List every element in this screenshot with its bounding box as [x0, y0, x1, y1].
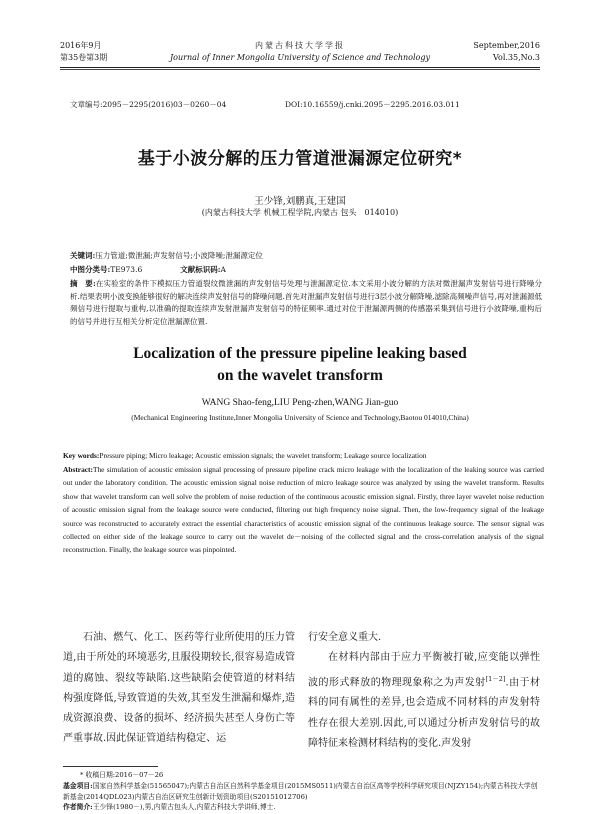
title-en [60, 343, 540, 387]
keywords-cn-text: 压力管道;微泄漏;声发射信号;小波降噪;泄漏源定位 [95, 251, 263, 260]
keywords-en [63, 449, 544, 462]
footnote-author-label: 作者简介: [63, 803, 93, 811]
abstract-en [63, 463, 544, 557]
authors-en: WANG Shao-feng,LIU Peng-zhen,WANG Jian-guo [201, 398, 399, 408]
header-rule-thick [60, 67, 540, 68]
header-journal-en: Journal of Inner Mongolia University of Science and Technology [169, 53, 431, 62]
abstract-en-text: The simulation of acoustic emission signal processing of pressure pipeline crack micro leakage with the localization of the leaking source was carried out under the laboratory condition. The acoustic emission signal noise reduction of micro leakage source was analyzed by using the wavelet transform. Results show that wavelet transform can well solve the problem of noise reduction of the continuous acoustic emission signal. Firstly, three layer wavelet noise reduction of acoustic emission signal from the leakage source were conducted, filtering out high frequency noise signal. Then, the low-frequency signal of the leakage source was reconstructed to accurately extract the essential characteristics of acoustic emission signal of the continuous leakage source. The sensor signal was collected on either side of the leakage source to carry out the wavelet de－noising of the collected signal and the cross-correlation analysis of the signal reconstruction. Finally, the leakage source was pinpointed. [63, 465, 544, 555]
title-cn: 基于小波分解的压力管道泄漏源定位研究* [137, 149, 463, 169]
affiliation-en: (Mechanical Engineering Institute,Inner Mongolia University of Science and Technology,Baotou 014010,China) [131, 413, 469, 422]
footnote-received: * 收稿日期:2016－07－26 [80, 771, 164, 779]
body-right-text-a: 在材料内部由于应力平衡被打破,应变能以弹性波的形式释放的物理现象称之为声发射 [308, 652, 540, 688]
body-right-text-b: .由于材料的同有属性的差异,也会造成不同材料的声发射特性存在很大差别.因此,可以通过分析声发射信号的故障特征来检测材料结构的变化.声发射 [308, 676, 540, 749]
keywords-cn [70, 250, 542, 263]
keywords-cn-label: 关键词: [70, 251, 96, 260]
body-column-left: 石油、燃气、化工、医药等行业所使用的压力管道,由于所处的环境恶劣,且服役期较长,很容易造成管道的腐蚀、裂纹等缺陷.这些缺陷会使管道的材料结构强度降低,导致管道的失效,其至发生泄漏和爆炸,造成资源浪费、设备的损坏、经济损失甚至人身伤亡等严重事故.因此保证管道结构稳定、运 [63, 632, 295, 745]
header-right [473, 40, 540, 64]
keywords-en-label: Key words: [63, 451, 100, 460]
doc-code-value: A [220, 265, 226, 274]
doc-code-label: 文献标识码: [180, 265, 221, 274]
footnote-fund [63, 781, 544, 802]
abstract-cn-text: 在实验室的条件下模拟压力管道裂纹微泄漏的声发射信号处理与泄漏源定位.本文采用小波分解的方法对微泄漏声发射信号进行降噪分析.结果表明小波变换能够很好的解决连续声发射信号的降噪问题.首先对泄漏声发射信号进行3层小波分解降噪,滤除高频噪声信号,再对泄漏源低频信号进行提取与重构,以准确的提取连续声发射泄漏声发射信号的特征频率.通过对位于泄漏源两侧的传感器采集到信号进行小波降噪,重构后的信号并进行互相关分析定位泄漏源位置. [70, 279, 542, 326]
abstract-cn [70, 278, 542, 328]
title-en-line-2: on the wavelet transform [217, 367, 383, 384]
body-column-right [308, 628, 540, 754]
footnote-fund-text: 国家自然科学基金(51565047);内蒙古自治区自然科学基金项目(2015MS0511)内蒙古自治区高等学校科学研究项目(NJZY154);内蒙古科技大学创新基金(2014QDL023)内蒙古自治区研究生创新计划资助项目(S20151012706) [63, 782, 538, 801]
header-volume-en: Vol.35,No.3 [493, 53, 540, 62]
footnote-author-text: 王少锋(1980－),男,内蒙古包头人,内蒙古科技大学讲师,博士. [92, 803, 276, 811]
doi: DOI:10.16559/j.cnki.2095－2295.2016.03.011 [285, 100, 460, 109]
body-right-paragraph-1: 行安全意义重大. [308, 632, 382, 643]
footnote-author [63, 802, 544, 813]
abstract-cn-label: 摘 要: [70, 279, 96, 288]
running-header [60, 40, 540, 66]
citation-ref: [1－2] [485, 674, 506, 683]
title-en-line-1: Localization of the pressure pipeline leaking based [133, 345, 467, 362]
clc-label: 中图分类号: [70, 265, 111, 274]
header-date-en: September,2016 [473, 41, 540, 50]
header-center [60, 40, 540, 64]
affiliation-cn: (内蒙古科技大学 机械工程学院,内蒙古 包头 014010) [201, 208, 399, 217]
header-date-cn: 2016年9月 [60, 41, 102, 50]
footnote-rule [63, 766, 158, 767]
keywords-en-text: Pressure piping; Micro leakage; Acoustic emission signals; the wavelet transform; Leakage source localization [99, 451, 427, 460]
article-number: 文章编号:2095－2295(2016)03－0260－04 [70, 100, 227, 109]
classification [70, 264, 542, 277]
authors-cn: 王少锋,刘鹏真,王建国 [254, 196, 346, 207]
header-rule-thin [60, 69, 540, 70]
body-right-paragraph-2 [308, 648, 540, 754]
clc-value: TE973.6 [110, 265, 143, 274]
header-volume-cn: 第35卷第3期 [60, 53, 108, 62]
abstract-en-label: Abstract: [63, 465, 93, 474]
footnote-fund-label: 基金项目: [63, 782, 93, 790]
header-journal-cn: 内蒙古科技大学学报 [255, 41, 345, 50]
